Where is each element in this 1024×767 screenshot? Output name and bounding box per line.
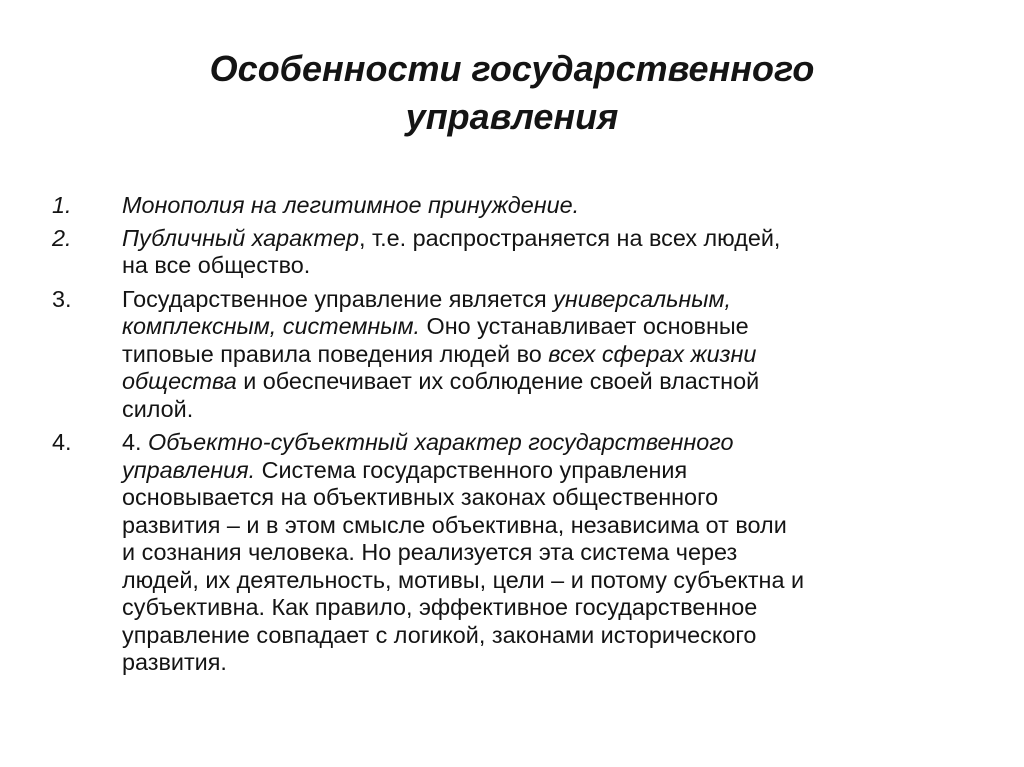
list-item-number: 2. <box>52 224 72 251</box>
emphasis-text: универсальным, <box>553 285 731 312</box>
list-item-line: силой. <box>122 395 194 422</box>
list-item-line <box>122 341 972 369</box>
list-item-line <box>122 368 972 396</box>
title-line-2: управления <box>405 96 619 137</box>
list-item-line <box>122 313 972 341</box>
list-item-line: основывается на объективных законах общественного <box>122 484 719 510</box>
list-item <box>52 286 972 424</box>
plain-text: Оно устанавливает основные <box>420 313 749 339</box>
emphasis-text: комплексным, системным. <box>122 313 421 339</box>
list-item-line <box>122 286 972 314</box>
emphasis-text: общества <box>122 368 237 394</box>
plain-text: Государственное управление является <box>122 285 554 312</box>
plain-text: 4. <box>122 429 149 455</box>
emphasis-text: всех сферах жизни <box>548 340 757 367</box>
list-item-line <box>122 429 972 457</box>
list-item-line: субъективна. Как правило, эффективное государственное <box>122 594 758 620</box>
plain-text: и обеспечивает их соблюдение своей властной <box>236 368 760 394</box>
list-item-text: Монополия на легитимное принуждение. <box>122 192 580 218</box>
title-line-1: Особенности государственного <box>209 48 815 89</box>
list-item-number: 1. <box>52 192 72 218</box>
list-item-line: и сознания человека. Но реализуется эта система через <box>122 539 738 565</box>
numbered-list <box>52 192 972 677</box>
list-item <box>52 192 972 220</box>
list-item-number: 3. <box>52 285 72 312</box>
emphasis-text: Публичный характер <box>122 224 359 251</box>
list-item-line: управление совпадает с логикой, законами исторического <box>122 621 757 648</box>
list-item-line <box>122 457 972 485</box>
list-item-line: на все общество. <box>122 252 311 278</box>
plain-text: , т.е. распространяется на всех людей, <box>358 224 781 251</box>
list-item-line: людей, их деятельность, мотивы, цели – и потому субъектна и <box>122 566 805 593</box>
list-item <box>52 429 972 677</box>
list-item-line: развития – и в этом смысле объективна, независима от воли <box>122 511 787 538</box>
list-item-number: 4. <box>52 429 72 455</box>
list-item-line <box>122 225 972 253</box>
plain-text: типовые правила поведения людей во <box>122 340 549 367</box>
plain-text: Система государственного управления <box>255 456 688 483</box>
list-item <box>52 225 972 280</box>
list-item-line: развития. <box>122 649 227 675</box>
slide-title <box>0 45 1024 141</box>
emphasis-text: Объектно-субъектный характер государственного <box>148 429 734 455</box>
emphasis-text: управления. <box>122 456 256 483</box>
